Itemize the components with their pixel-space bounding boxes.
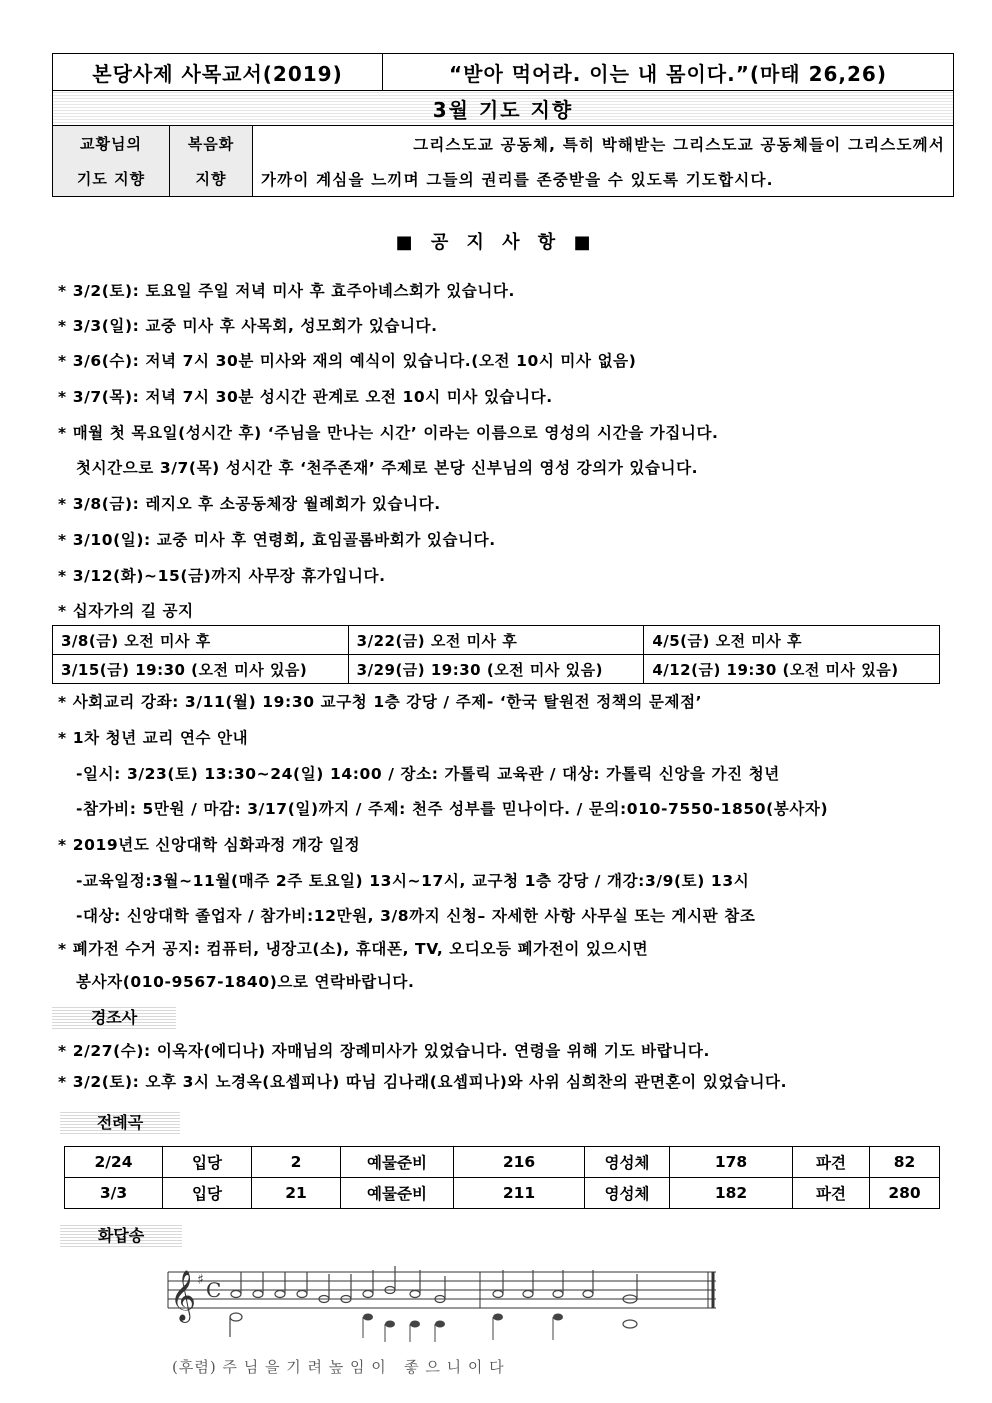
notice-item: * 3/12(화)~15(금)까지 사무장 휴가입니다. <box>58 567 386 585</box>
notice-item: * 3/8(금): 레지오 후 소공동체장 월례회가 있습니다. <box>58 495 441 513</box>
treble-clef-icon: 𝄞 <box>170 1270 197 1321</box>
notice-item: * 폐가전 수거 공지: 컴퓨터, 냉장고(소), 휴대폰, TV, 오디오등 폐가전이 있으시면 <box>58 940 649 958</box>
stations-of-cross-table <box>52 625 940 684</box>
table-row <box>65 1147 940 1178</box>
table-cell: 파견 <box>793 1147 870 1178</box>
table-cell: 216 <box>454 1147 585 1178</box>
scripture-quote: “받아 먹어라. 이는 내 몸이다.”(마태 26,26) <box>448 61 887 86</box>
table-cell: 영성체 <box>585 1178 670 1209</box>
table-cell: 82 <box>870 1147 940 1178</box>
month-intention-title: 3월 기도 지향 <box>53 91 953 126</box>
table-cell: 2/24 <box>65 1147 163 1178</box>
notice-item: -교육일정:3월~11월(매주 2주 토요일) 13시~17시, 교구청 1층 강당 / 개강:3/9(토) 13시 <box>76 872 750 890</box>
table-cell: 3/22(금) 오전 미사 후 <box>348 626 644 655</box>
notice-item: -일시: 3/23(토) 13:30~24(일) 14:00 / 장소: 가톨릭 교육관 / 대상: 가톨릭 신앙을 가진 청년 <box>76 765 780 783</box>
hymns-tag: 전례곡 <box>60 1110 180 1136</box>
table-cell: 입당 <box>163 1147 252 1178</box>
notice-item: * 3/10(일): 교중 미사 후 연령회, 효임골롬바회가 있습니다. <box>58 531 496 549</box>
music-staff <box>160 1262 720 1382</box>
notice-item: * 3/7(목): 저녁 7시 30분 성시간 관계로 오전 10시 미사 있습니다. <box>58 388 553 406</box>
table-cell: 21 <box>252 1178 341 1209</box>
table-cell: 입당 <box>163 1178 252 1209</box>
evangelization-label: 복음화 지향 <box>170 126 253 196</box>
table-cell: 280 <box>870 1178 940 1209</box>
table-row <box>53 655 940 684</box>
psalm-tag: 화답송 <box>60 1223 182 1249</box>
intention-text: 그리스도교 공동체, 특히 박해받는 그리스도교 공동체들이 그리스도께서 가까이 계심을 느끼며 그들의 권리를 존중받을 수 있도록 기도합시다. <box>261 135 945 189</box>
notice-item: * 3/3(일): 교중 미사 후 사목회, 성모회가 있습니다. <box>58 317 438 335</box>
notice-item: * 매월 첫 목요일(성시간 후) ‘주님을 만나는 시간’ 이라는 이름으로 영성의 시간을 가집니다. <box>58 424 719 442</box>
notice-item: * 2019년도 신앙대학 심화과정 개강 일정 <box>58 836 361 854</box>
pope-intention-label: 교황님의 기도 지향 <box>53 126 170 196</box>
notice-item: * 3/2(토): 토요일 주일 저녁 미사 후 효주아녜스회가 있습니다. <box>58 282 515 300</box>
psalm-lyrics: (후렴) 주 님 을 기 려 높 임 이 좋 으 니 이 다 <box>172 1358 505 1376</box>
table-cell: 3/15(금) 19:30 (오전 미사 있음) <box>53 655 349 684</box>
pastoral-letter-title: 본당사제 사목교서(2019) <box>53 54 383 90</box>
notice-title: ■ 공 지 사 항 ■ <box>395 232 597 253</box>
staff-svg <box>160 1262 720 1348</box>
notice-item: -참가비: 5만원 / 마감: 3/17(일)까지 / 주제: 천주 성부를 믿나이다. / 문의:010-7550-1850(봉사자) <box>76 800 829 818</box>
table-cell: 182 <box>670 1178 793 1209</box>
sharp-icon: ♯ <box>197 1272 204 1288</box>
table-cell: 영성체 <box>585 1147 670 1178</box>
notice-item: 첫시간으로 3/7(목) 성시간 후 ‘천주존재’ 주제로 본당 신부님의 영성 강의가 있습니다. <box>76 459 699 477</box>
hymn-table <box>64 1146 940 1209</box>
table-cell: 3/29(금) 19:30 (오전 미사 있음) <box>348 655 644 684</box>
table-row <box>65 1178 940 1209</box>
table-cell: 4/12(금) 19:30 (오전 미사 있음) <box>644 655 940 684</box>
table-cell: 파견 <box>793 1178 870 1209</box>
table-cell: 3/8(금) 오전 미사 후 <box>53 626 349 655</box>
condolence-tag: 경조사 <box>52 1005 176 1031</box>
table-cell: 2 <box>252 1147 341 1178</box>
notice-item: * 사회교리 강좌: 3/11(월) 19:30 교구청 1층 강당 / 주제- ‘한국 탈원전 정책의 문제점’ <box>58 693 703 711</box>
common-time-icon: C <box>206 1278 222 1302</box>
notice-item: * 1차 청년 교리 연수 안내 <box>58 729 249 747</box>
table-cell: 211 <box>454 1178 585 1209</box>
table-row <box>53 626 940 655</box>
notice-item: -대상: 신앙대학 졸업자 / 참가비:12만원, 3/8까지 신청– 자세한 사항 사무실 또는 게시판 참조 <box>76 907 756 925</box>
condolence-item: * 3/2(토): 오후 3시 노경옥(요셉피나) 따님 김나래(요셉피나)와 사위 심희찬의 관면혼이 있었습니다. <box>58 1073 788 1091</box>
table-cell: 3/3 <box>65 1178 163 1209</box>
table-cell: 4/5(금) 오전 미사 후 <box>644 626 940 655</box>
table-cell: 예물준비 <box>341 1178 454 1209</box>
table-cell: 예물준비 <box>341 1147 454 1178</box>
header-box <box>52 53 954 197</box>
notice-item: * 3/6(수): 저녁 7시 30분 미사와 재의 예식이 있습니다.(오전 10시 미사 없음) <box>58 352 637 370</box>
table-cell: 178 <box>670 1147 793 1178</box>
condolence-item: * 2/27(수): 이옥자(에디나) 자매님의 장례미사가 있었습니다. 연령을 위해 기도 바랍니다. <box>58 1042 710 1060</box>
notice-item: * 십자가의 길 공지 <box>58 602 194 620</box>
notice-item: 봉사자(010-9567-1840)으로 연락바랍니다. <box>76 973 415 991</box>
